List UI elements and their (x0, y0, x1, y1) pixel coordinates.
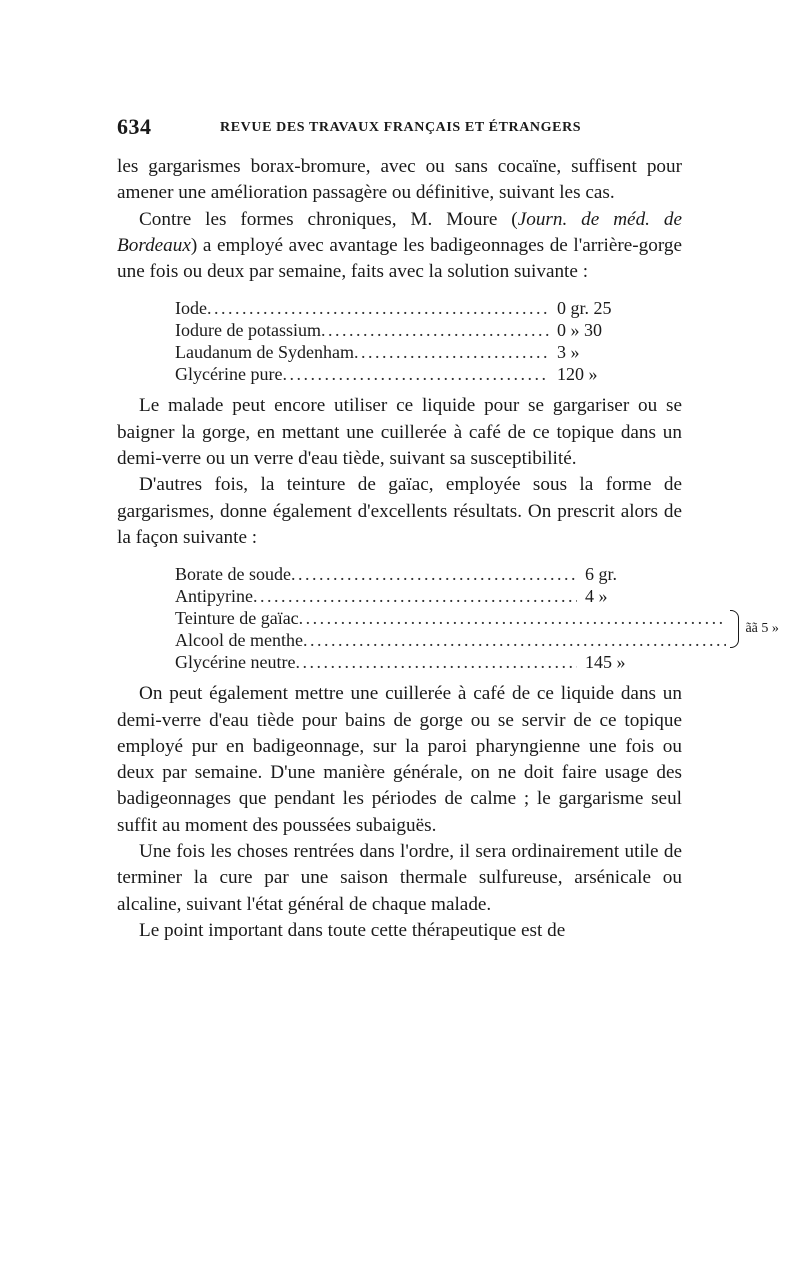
recipe-row (175, 607, 726, 629)
journal-citation: Journ. de méd. de Bordeaux (117, 208, 682, 256)
recipe-row (175, 651, 645, 673)
page-header (117, 114, 682, 144)
leader-dots (299, 607, 727, 629)
leader-dots (291, 563, 577, 585)
leader-dots (303, 629, 727, 651)
ingredient-name: Antipyrine (175, 586, 253, 607)
body-text (117, 154, 779, 944)
paragraph-3: Le malade peut encore utiliser ce liquide pour se gargariser ou se baigner la gorge, en mettant une cuillerée à café de ce topique dans un demi-verre ou un verre d'eau tiède, suivant sa susceptibilité. (117, 395, 682, 470)
recipe-iodine (175, 297, 635, 385)
ingredient-name: Borate de soude (175, 564, 291, 585)
ingredient-quantity: 0 » 30 (557, 320, 602, 341)
ingredient-quantity: 120 » (557, 364, 598, 385)
brace-group (175, 607, 779, 651)
leader-dots (354, 341, 549, 363)
paragraph-5: On peut également mettre une cuillerée à café de ce liquide dans un demi-verre d'eau tiède pour bains de gorge ou se servir de ce topique employé pur en badigeonnage, sur la paroi pharyngienne une fois ou deux par semaine. D'une manière générale, on ne doit faire usage des badigeonnages que pendant les périodes de calme ; le gargarisme seul suffit au moment des poussées subaiguës. (117, 683, 682, 836)
ingredient-quantity: 6 gr. (585, 564, 618, 585)
leader-dots (207, 297, 549, 319)
paragraph-1: les gargarismes borax-bromure, avec ou sans cocaïne, suffisent pour amener une amélioration passagère ou définitive, suivant les cas. (117, 156, 682, 204)
ingredient-name: Glycérine pure (175, 364, 283, 385)
paragraph-2-end: ) a employé avec avantage les badigeonnages de l'arrière-gorge une fois ou deux par semaine, faits avec la solution suivante : (117, 234, 682, 283)
paragraph-2 (117, 207, 682, 286)
ingredient-quantity: 3 » (557, 342, 580, 363)
recipe-row (175, 341, 635, 363)
ingredient-quantity: 0 gr. 25 (557, 298, 612, 319)
ingredient-name: Iodure de potassium (175, 320, 321, 341)
recipe-row (175, 563, 645, 585)
recipe-row (175, 319, 635, 341)
ingredient-name: Alcool de menthe (175, 630, 303, 651)
recipe-row (175, 297, 635, 319)
recipe-row (175, 629, 726, 651)
recipe-row (175, 363, 635, 385)
paragraph-7: Le point important dans toute cette thérapeutique est de (139, 919, 566, 941)
paragraph-4: D'autres fois, la teinture de gaïac, employée sous la forme de gargarismes, donne également d'excellents résultats. On prescrit alors de la façon suivante : (117, 474, 682, 548)
leader-dots (253, 585, 577, 607)
ingredient-name: Iode (175, 298, 207, 319)
ingredient-quantity: 4 » (585, 586, 608, 607)
recipe-guaiac (175, 563, 779, 673)
page-number: 634 (117, 114, 152, 139)
recipe-row (175, 585, 645, 607)
leader-dots (321, 319, 549, 341)
ingredient-name: Glycérine neutre (175, 652, 296, 673)
ingredient-name: Laudanum de Sydenham (175, 342, 354, 363)
ingredient-name: Teinture de gaïac (175, 608, 299, 629)
leader-dots (282, 363, 549, 385)
running-title: REVUE DES TRAVAUX FRANÇAIS ET ÉTRANGERS (220, 120, 582, 135)
paragraph-6: Une fois les choses rentrées dans l'ordre, il sera ordinairement utile de terminer la cure par une saison thermale sulfureuse, arsénicale ou alcaline, suivant l'état général de chaque malade. (117, 841, 682, 915)
paragraph-2-start: Contre les formes chroniques, M. Moure ( (139, 208, 518, 230)
brace-icon (730, 610, 739, 648)
ingredient-quantity: 145 » (585, 652, 626, 673)
ingredient-quantity: ãã 5 » (745, 621, 779, 637)
leader-dots (295, 651, 577, 673)
